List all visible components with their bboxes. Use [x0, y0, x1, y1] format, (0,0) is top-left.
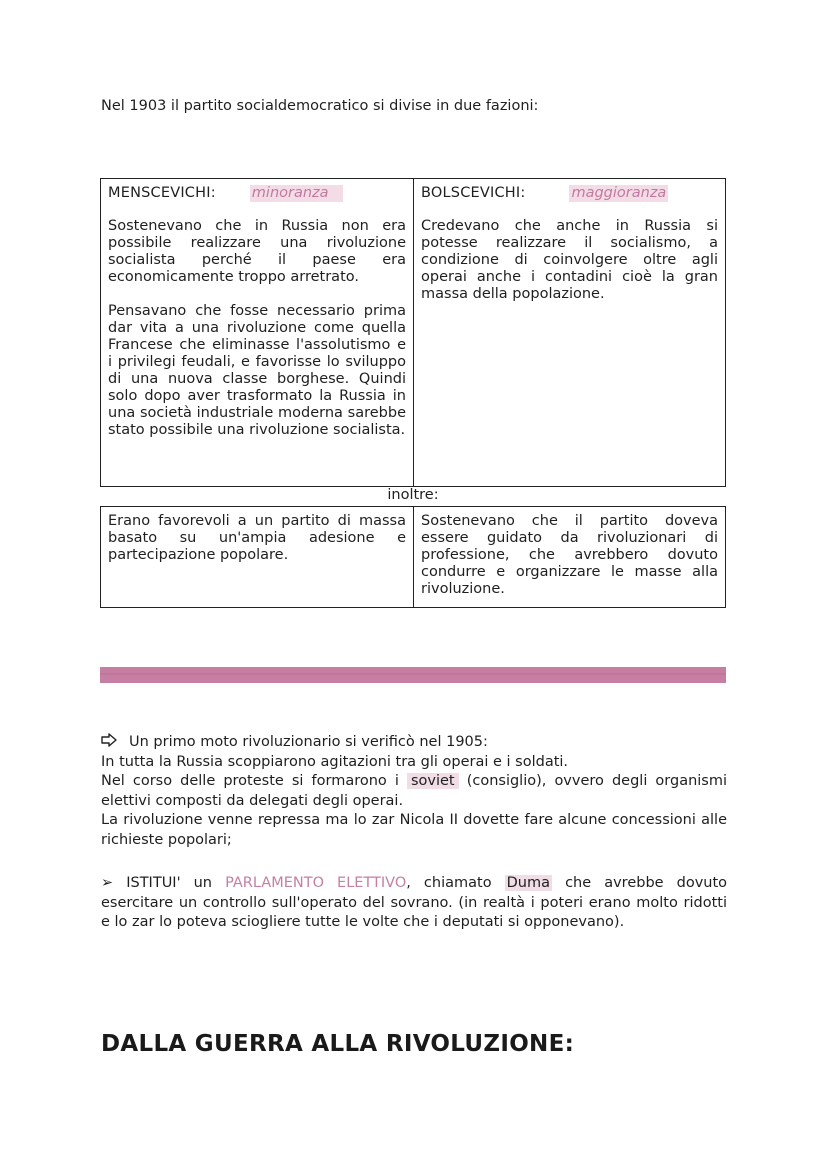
bullet-arrow-icon: ➢ — [101, 875, 114, 891]
soviet-highlight: soviet — [407, 773, 459, 789]
intro-text: Nel 1903 il partito socialdemocratico si divise in due fazioni: — [101, 98, 539, 114]
factions-table — [100, 178, 726, 487]
minoranza-tag: minoranza — [250, 185, 343, 202]
paragraph-repressione: La rivoluzione venne repressa ma lo zar Nicola II dovette fare alcune concessioni alle richieste popolari; — [101, 812, 727, 848]
arrow-right-icon — [101, 733, 119, 753]
menscevichi-paragraph-1: Sostenevano che in Russia non era possibile realizzare una rivoluzione socialista perché il paese era economicamente troppo arretrato. — [108, 218, 406, 285]
section-duma — [101, 874, 727, 933]
duma-pre: ISTITUI' un — [126, 875, 212, 891]
menscevichi-title: MENSCEVICHI: — [108, 185, 216, 201]
inoltre-label: inoltre: — [387, 487, 439, 503]
paragraph-soviet — [101, 772, 727, 811]
party-table — [100, 506, 726, 608]
bolscevichi-party-cell: Sostenevano che il partito doveva essere guidato da rivoluzionari di professione, che avrebbero dovuto condurre e organizzare le masse alla rivoluzione. — [421, 513, 718, 597]
bolscevichi-cell — [414, 179, 725, 486]
duma-mid: , chiamato — [406, 875, 492, 891]
parlamento-elettivo: PARLAMENTO ELETTIVO — [225, 875, 407, 891]
section-1905 — [101, 733, 727, 850]
bolscevichi-header — [421, 185, 718, 202]
lead-text: Un primo moto rivoluzionario si verificò nel 1905: — [129, 734, 488, 750]
duma-highlight: Duma — [506, 875, 551, 891]
section-divider — [100, 667, 726, 683]
maggioranza-tag: maggioranza — [571, 185, 667, 201]
paragraph-agitazioni: In tutta la Russia scoppiarono agitazioni tra gli operai e i soldati. — [101, 753, 569, 770]
menscevichi-cell — [101, 179, 414, 486]
soviet-pre: Nel corso delle proteste si formarono i — [101, 773, 399, 789]
section-heading: DALLA GUERRA ALLA RIVOLUZIONE: — [101, 1031, 575, 1057]
menscevichi-paragraph-2: Pensavano che fosse necessario prima dar vita a una rivoluzione come quella Francese che eliminasse l'assolutismo e i privilegi feudali, e favorisse lo sviluppo di una nuova classe borghese. Quindi solo dopo aver trasformato la Russia in una società industriale moderna sarebbe stato possibile una rivoluzione socialista. — [108, 303, 406, 438]
menscevichi-header — [108, 185, 406, 202]
paragraph-duma — [101, 874, 727, 933]
section-1905-lead — [101, 733, 727, 753]
menscevichi-party-cell: Erano favorevoli a un partito di massa basato su un'ampia adesione e partecipazione popolare. — [101, 507, 414, 607]
soviet-post: (consiglio), ovvero degli organismi elettivi composti da delegati degli operai. — [101, 773, 728, 809]
bolscevichi-title: BOLSCEVICHI: — [421, 185, 526, 201]
bolscevichi-paragraph-1: Credevano che anche in Russia si potesse realizzare il socialismo, a condizione di coinvolgere oltre agli operai anche i contadini cioè la gran massa della popolazione. — [421, 218, 718, 302]
duma-post: che avrebbe dovuto esercitare un controllo sull'operato del sovrano. (in realtà i poteri erano molto ridotti e lo zar lo poteva sciogliere tutte le volte che i deputati si opponevano). — [101, 875, 728, 930]
